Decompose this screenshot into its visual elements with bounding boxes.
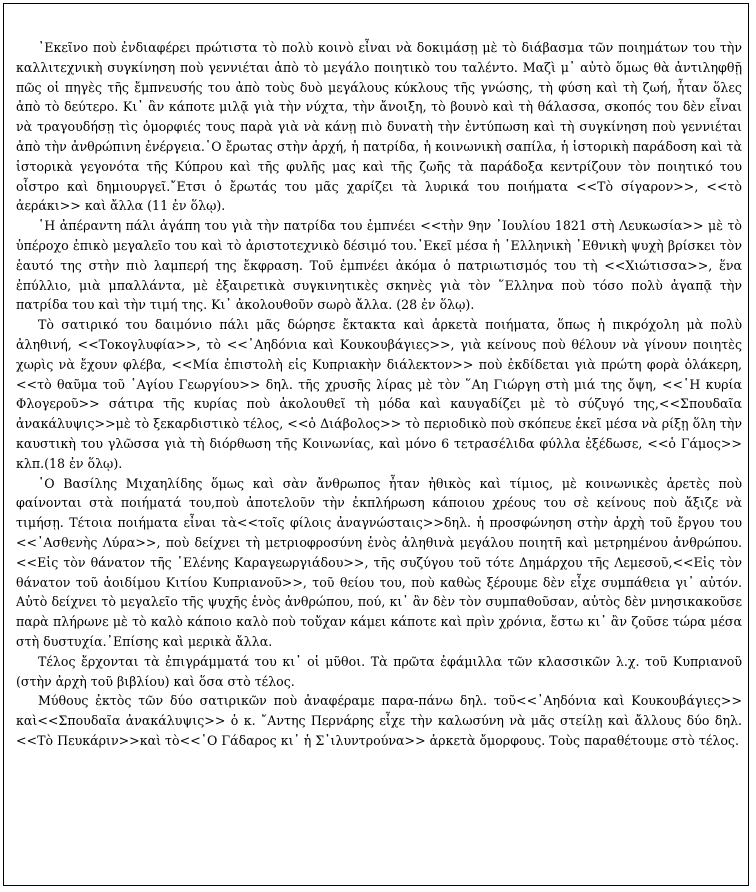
paragraph-2: ῾Η ἀπέραντη πάλι ἀγάπη του γιὰ τὴν πατρίδα του ἐμπνέει <<τὴν 9ην ᾿Ιουλίου 1821 στὴ Λευκωσία>> μὲ τὸ ὑπέροχο ἐπικὸ μεγαλεῖο του καὶ τὸ ἀριστοτεχνικὸ δέσιμό του.᾿Εκεῖ μέσα ἡ ῾Ελληνικὴ ᾿Εθνικὴ ψυχὴ βρίσκει τὸν ἑαυτό της στὴν πιὸ λαμπερή της ἔκφραση. Τοῦ ἐμπνέει ἀκόμα ὁ πατριωτισμός του τὴ <<Χιώτισσα>>, ἕνα ἐπύλλιο, μιὰ μπαλλάντα, μὲ ἐξαιρετικὰ συγκινητικὲς σκηνὲς γιὰ τὸν ῞Ελληνα ποὺ τόσο πολὺ ἀγαπᾷ τὴν πατρίδα του καὶ τὴν τιμή της. Κι᾿ ἀκολουθοῦν σωρὸ ἄλλα. (28 ἐν ὅλῳ). (16, 218, 742, 313)
paragraph-5: Τέλος ἔρχονται τὰ ἐπιγράμματά του κι᾿ οἱ μῦθοι. Τὰ πρῶτα ἐφάμιλλα τῶν κλασσικῶν λ.χ. τοῦ Κυπριανοῦ (στὴν ἀρχὴ τοῦ βιβλίου) καὶ ὅσα στὸ τέλος. (16, 653, 742, 689)
paragraph-4: ῾Ο Βασίλης Μιχαηλίδης ὅμως καὶ σὰν ἄνθρωπος ἦταν ἠθικὸς καὶ τίμιος, μὲ κοινωνικὲς ἀρετὲς ποὺ φαίνονται στὰ ποιήματά του,ποὺ ἀποτελοῦν τὴν ἐκπλήρωση κάποιου χρέους του σὲ κείνους ποὺ ἄξιζε νὰ τιμήσῃ. Τέτοια ποιήματα εἶναι τὰ<<τοῖς φίλοις ἀναγνώσταις>>δηλ. ἡ προσφώνηση στὴν ἀρχὴ τοῦ ἔργου του <<᾿Ασθενὴς Λύρα>>, ποὺ δείχνει τὴ μετριοφροσύνη ἑνὸς ἀληθινὰ μεγάλου ποιητῆ καὶ μετρημένου ἀνθρώπου.<<Εἰς τὸν θάνατον τῆς ῾Ελένης Καραγεωργιάδου>>, τῆς συζύγου τοῦ τότε Δημάρχου τῆς Λεμεσοῦ,<<Εἰς τὸν θάνατον τοῦ ἀοιδίμου Κιτίου Κυπριανοῦ>>, τοῦ θείου του, ποὺ καθὼς ξέρουμε δὲν εἶχε συμπάθεια γι᾿ αὐτόν. Αὐτὸ δείχνει τὸ μεγαλεῖο τῆς ψυχῆς ἑνὸς ἀνθρώπου, πού, κι᾿ ἂν δὲν τὸν συμπαθοῦσαν, αὐτὸς δὲν μνησικακοῦσε παρὰ πλήρωνε μὲ τὸ καλὸ κάποιο καλὸ ποὺ τοὔχαν κάμει κάποτε καὶ πρὶν χρόνια, ἔστω κι᾿ ἂν ζοῦσε τώρα μέσα στὴ δυστυχία.᾿Επίσης καὶ μερικὰ ἄλλα. (16, 475, 742, 649)
paragraph-6: Μύθους ἐκτὸς τῶν δύο σατιρικῶν ποὺ ἀναφέραμε παρα-πάνω δηλ. τοῦ<<᾿Αηδόνια καὶ Κουκουβάγιες>> καὶ<<Σπουδαῖα ἀνακάλυψις>> ὁ κ. ῎Αντης Περνάρης εἶχε τὴν καλωσύνη νὰ μᾶς στείλῃ καὶ ἄλλους δύο δηλ.<<Τὸ Πευκάριν>>καὶ τὸ<<῾Ο Γάδαρος κι᾿ ἡ Σ᾿ιλυντρούνα>> ἀρκετὰ ὄμορφους. Τοὺς παραθέτουμε στὸ τέλος. (16, 693, 742, 748)
document-body (16, 38, 742, 751)
paragraph-3: Τὸ σατιρικό του δαιμόνιο πάλι μᾶς δώρησε ἔκτακτα καὶ ἀρκετὰ ποιήματα, ὅπως ἡ πικρόχολη μὰ πολὺ ἀληθινή, <<Τοκογλυφία>>, τὸ <<᾿Αηδόνια καὶ Κουκουβάγιες>>, γιὰ κείνους ποὺ θέλουν νὰ γίνουν ποιητὲς χωρὶς νὰ ἔχουν φλέβα, <<Μία ἐπιστολὴ εἰς Κυπριακὴν διάλεκτον>> ποὺ ἐκδίδεται γιὰ πρώτη φορὰ ὁλάκερη, <<τὸ θαῦμα τοῦ ῾Αγίου Γεωργίου>> δηλ. τῆς χρυσῆς λίρας μὲ τὸν ῞Αη Γιώργη στὴ μιά της ὄψη, <<῾Η κυρία Φλογεροῦ>> σάτιρα τῆς κυρίας ποὺ ἀκολουθεῖ τὴ μόδα καὶ καυγαδίζει μὲ τὸ σύζυγό της,<<Σπουδαῖα ἀνακάλυψις>>μὲ τὸ ξεκαρδιστικὸ τέλος, <<ὁ Διάβολος>> τὸ περιοδικὸ ποὺ σκόπευε ἐκεῖ μέσα νὰ ρίξῃ ὅλη τὴν καυστικὴ του γλῶσσα γιὰ τὴ διόρθωση τῆς Κοινωνίας, καὶ μόνο 6 τετρασέλιδα φύλλα ἐξέδωσε, <<ὁ Γάμος>> κλπ.(18 ἐν ὅλῳ). (16, 317, 742, 471)
paragraph-1: ᾿Εκεῖνο ποὺ ἐνδιαφέρει πρώτιστα τὸ πολὺ κοινὸ εἶναι νὰ δοκιμάσῃ μὲ τὸ διάβασμα τῶν ποιημάτων του τὴν καλλιτεχνικὴ συγκίνηση ποὺ γεννιέται ἀπὸ τὸ μεγάλο ποιητικὸ του ταλέντο. Μαζὶ μ᾿ αὐτὸ ὅμως θὰ ἀντιληφθῇ πῶς οἱ πηγὲς τῆς ἔμπνευσής του ἀπὸ τοὺς δυὸ μεγάλους κύκλους τῆς γνώσης, τὴ φύση καὶ τὴ ζωή, ἦταν ὅλες ἀπὸ τὸ δεύτερο. Κι᾿ ἂν κάποτε μιλᾷ γιὰ τὴν νύχτα, τὴν ἄνοιξη, τὸ βουνὸ καὶ τὴ θάλασσα, σκοπός του δὲν εἶναι νὰ τραγουδήσῃ τὶς ὀμορφιές τους παρὰ γιὰ νὰ κάνῃ πιὸ δυνατὴ τὴν ἐντύπωση καὶ τὴ συγκίνηση ποὺ γεννιέται ἀπὸ τὴν ἀνθρώπινη ἐνέργεια.῾Ο ἔρωτας στὴν ἀρχή, ἡ πατρίδα, ἡ κοινωνικὴ σαπίλα, ἡ ἱστορικὴ παράδοση καὶ τὰ ἱστορικὰ γεγονότα τῆς Κύπρου καὶ τῆς φυλῆς μας καὶ τῆς ζωῆς τὰ παράδοξα κεντρίζουν τὸν ποιητικό του οἶστρο καὶ δημιουργεῖ.῎Ετσι ὁ ἔρωτάς του μᾶς χαρίζει τὰ λυρικά του ποιήματα <<Τὸ σίγαρον>>, <<τὸ ἀεράκι>> καὶ ἄλλα (11 ἐν ὅλῳ). (16, 40, 742, 214)
